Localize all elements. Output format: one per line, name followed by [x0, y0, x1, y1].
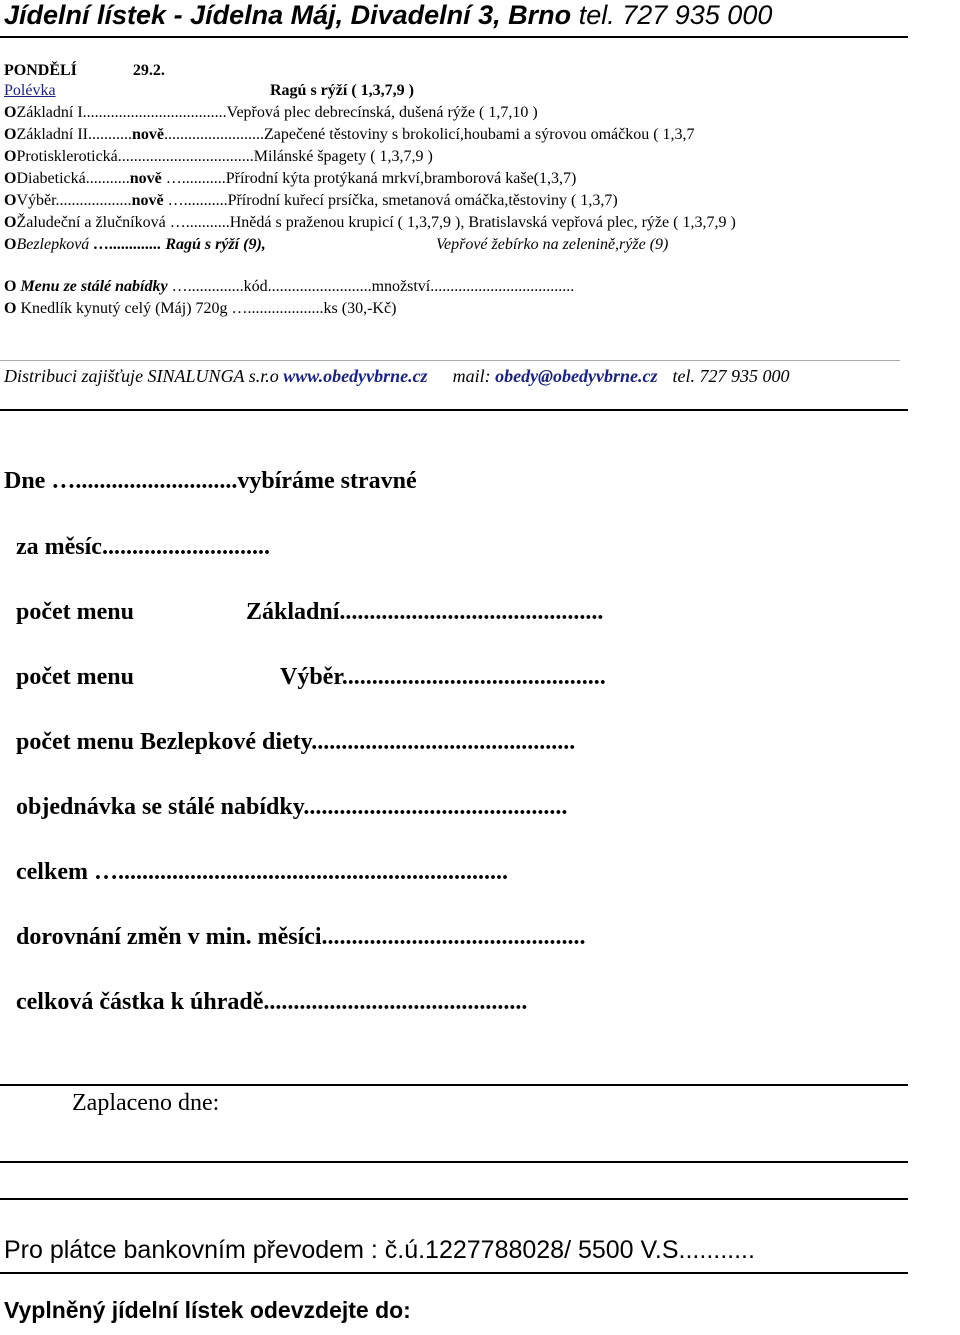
distribution-prefix: Distribuci zajišťuje SINALUNGA s.r.o — [4, 366, 279, 386]
order-checkbox[interactable]: O — [4, 148, 17, 165]
form-dne: Dne …...........................vybíráme stravné — [4, 468, 417, 494]
return-deadline: Vyplněný jídelní lístek odevzdejte do: — [4, 1297, 411, 1323]
order-checkbox[interactable]: O — [4, 192, 17, 209]
order-checkbox[interactable]: O — [4, 278, 17, 295]
soup-label: Polévka — [4, 82, 56, 99]
day-date: 29.2. — [132, 62, 165, 79]
menu-item-dish-alt: Vepřové žebírko na zelenině,rýže (9) — [436, 236, 669, 253]
menu-item-name: Základní II........... — [16, 126, 132, 143]
website-link[interactable]: www.obedyvbrne.cz — [283, 366, 428, 386]
signature-line-bottom — [0, 1198, 908, 1200]
menu-item-dish: …...........Hnědá s praženou krupicí ( 1,3,7,9 ), Bratislavská vepřová plec, rýže ( 1,3,7,9 ) — [165, 214, 736, 231]
form-objednavka[interactable]: objednávka se stálé nabídky............................................ — [16, 794, 568, 820]
day-name: PONDĚLÍ — [4, 62, 77, 79]
new-badge: nově — [129, 170, 162, 187]
mail-label: mail: — [452, 366, 491, 386]
menu-item — [4, 170, 576, 188]
distribution-phone: tel. 727 935 000 — [672, 366, 790, 386]
signature-line-middle — [0, 1161, 908, 1163]
bank-transfer-line: Pro plátce bankovním převodem : č.ú.1227788028/ 5500 V.S........... — [4, 1236, 755, 1264]
bank-divider — [0, 1272, 908, 1274]
soup-dish: Ragú s rýží ( 1,3,7,9 ) — [270, 82, 414, 99]
title-divider — [0, 36, 908, 38]
standing-offer-row — [4, 278, 574, 296]
menu-item — [4, 104, 538, 122]
new-badge: nově — [131, 126, 164, 143]
form-vyber[interactable]: Výběr............................................ — [280, 664, 606, 690]
email-link[interactable]: obedy@obedyvbrne.cz — [495, 366, 658, 386]
menu-item-name: Diabetická........... — [16, 170, 130, 187]
menu-item-dish: …...........Přírodní kuřecí prsíčka, smetanová omáčka,těstoviny ( 1,3,7) — [163, 192, 618, 209]
menu-item-dish: …...........Přírodní kýta protýkaná mrkví,bramborová kaše(1,3,7) — [161, 170, 577, 187]
form-za-mesic: za měsíc............................ — [16, 534, 270, 560]
standing-offer-fields: …..............kód..........................množství.................................... — [167, 278, 575, 295]
form-pocet-menu-1: počet menu — [16, 599, 134, 625]
menu-item-dish: Milánské špagety ( 1,3,7,9 ) — [253, 148, 433, 165]
menu-item-name: Základní I.................................... — [16, 104, 227, 121]
soup-row — [4, 82, 414, 100]
distribution-line — [4, 366, 790, 387]
menu-item-dish: .........................Zapečené těstoviny s brokolicí,houbami a sýrovou omáčkou ( 1,3,7 — [163, 126, 695, 143]
paid-on-label: Zaplaceno dne: — [72, 1090, 220, 1116]
menu-item — [4, 148, 433, 166]
form-dorovnani[interactable]: dorovnání změn v min. měsíci............................................ — [16, 924, 586, 950]
menu-item-dish: …............. Ragú s rýží (9), — [89, 236, 266, 253]
form-bezlepkove[interactable]: počet menu Bezlepkové diety............................................ — [16, 729, 576, 755]
order-checkbox[interactable]: O — [4, 104, 17, 121]
menu-item — [4, 214, 736, 232]
form-celkem[interactable]: celkem …................................................................. — [16, 859, 508, 885]
menu-item-name: Protisklerotická.................................. — [16, 148, 254, 165]
form-pocet-menu-2: počet menu — [16, 664, 134, 690]
title-text: Jídelní lístek - Jídelna Máj, Divadelní 3, Brno — [4, 0, 572, 30]
knedlik-row — [4, 300, 396, 318]
order-checkbox[interactable]: O — [4, 170, 17, 187]
order-checkbox[interactable]: O — [4, 214, 17, 231]
knedlik-text: Knedlík kynutý celý (Máj) 720g …...................ks (30,-Kč) — [20, 300, 397, 317]
form-castka[interactable]: celková částka k úhradě............................................ — [16, 989, 528, 1015]
menu-item — [4, 192, 618, 210]
menu-item-name: Výběr................... — [16, 192, 132, 209]
form-zakladni[interactable]: Základní............................................ — [246, 599, 604, 625]
day-header — [4, 62, 165, 80]
signature-line-top — [0, 1084, 908, 1086]
distribution-divider — [0, 360, 900, 361]
menu-item — [4, 236, 669, 254]
new-badge: nově — [131, 192, 164, 209]
page-title — [4, 0, 772, 31]
menu-item-name: Bezlepková — [16, 236, 90, 253]
distribution-bottom-divider — [0, 409, 908, 411]
order-checkbox[interactable]: O — [4, 300, 17, 317]
standing-offer-label: Menu ze stálé nabídky — [20, 278, 168, 295]
menu-item-name: Žaludeční a žlučníková — [16, 214, 166, 231]
order-checkbox[interactable]: O — [4, 236, 17, 253]
order-checkbox[interactable]: O — [4, 126, 17, 143]
menu-item — [4, 126, 695, 144]
menu-item-dish: Vepřová plec debrecínská, dušená rýže ( 1,7,10 ) — [226, 104, 538, 121]
title-phone: tel. 727 935 000 — [578, 0, 773, 30]
